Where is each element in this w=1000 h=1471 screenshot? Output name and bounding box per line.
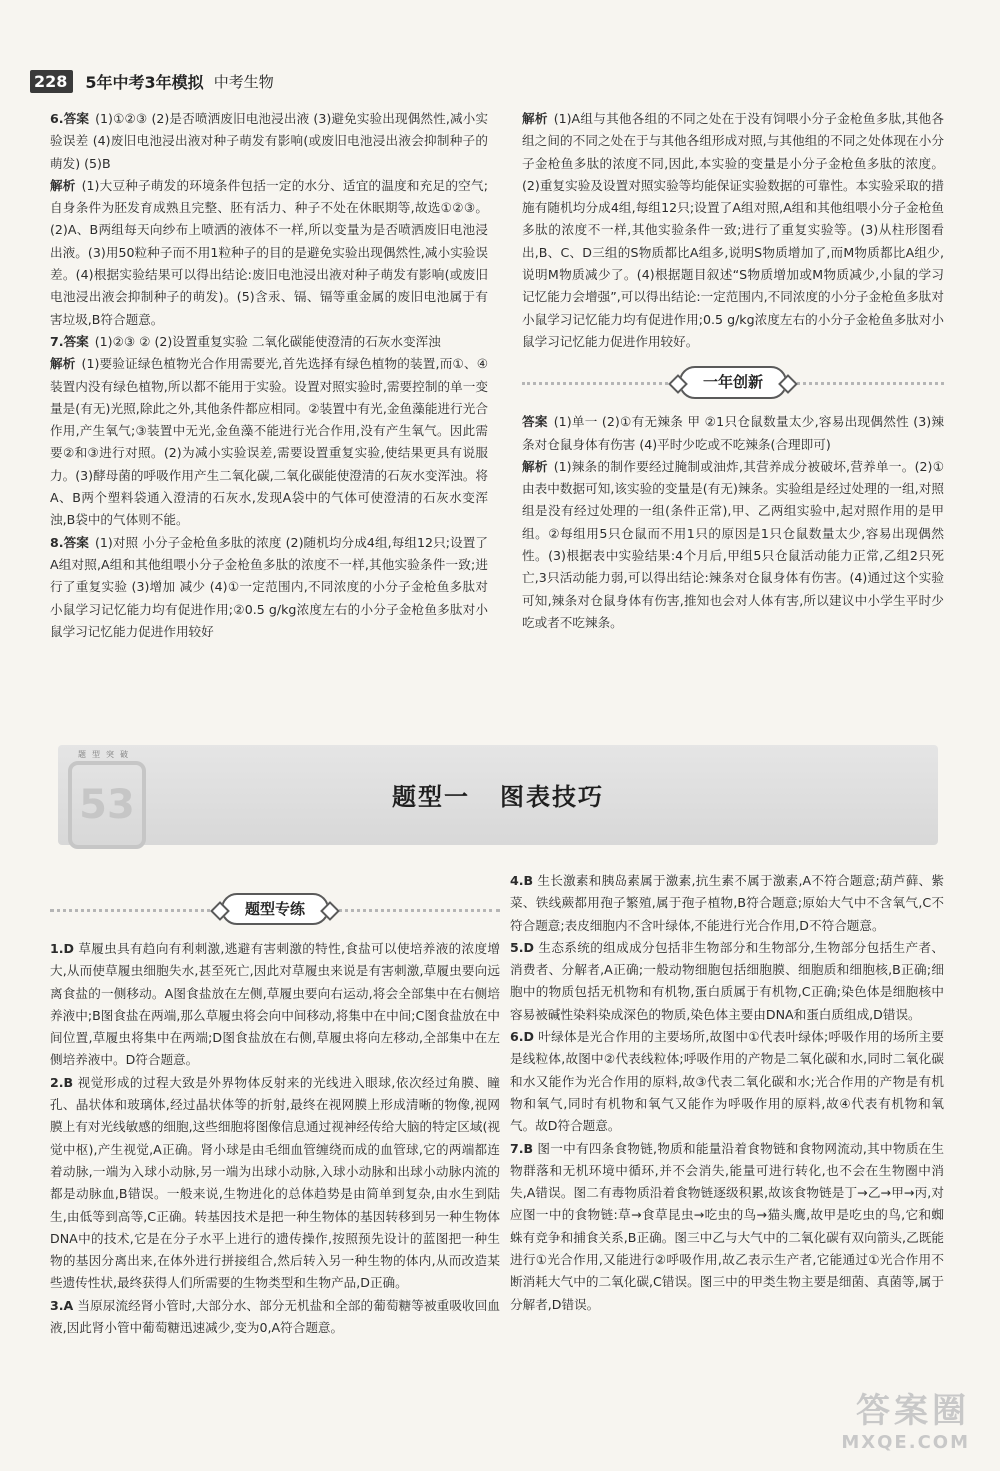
q8-number: 8. bbox=[50, 534, 64, 550]
innovation-ribbon bbox=[522, 363, 944, 403]
practice-q7 bbox=[510, 1138, 944, 1316]
watermark-logo: 答案圈 bbox=[856, 1391, 970, 1431]
q2-text: 视觉形成的过程大致是外界物体反射来的光线进入眼球,依次经过角膜、瞳孔、晶状体和玻璃体,经过晶状体等的折射,最终在视网膜上形成清晰的物像,视网膜上有对光线敏感的细胞,这些细胞将图像信息通过视神经传给大脑的特定区域(视觉中枢),产生视觉,A正确。肾小球是由毛细血管缠绕而成的血管球,它的两端都连着动脉,一端为入球小动脉,另一端为出球小动脉,入球小动脉和出球小动脉内流的都是动脉血,B错误。一般来说,生物进化的总体趋势是由简单到复杂,由水生到陆生,由低等到高等,C正确。转基因技术是把一种生物体的基因转移到另一种生物体DNA中的技术,它是在分子水平上进行的遗传操作,按照预先设计的蓝图把一种生物的基因分离出来,在体外进行拼接组合,然后转入另一种生物的体内,从而改造某些遗传性状,最终获得人们所需要的生物类型和生物产品,D正确。 bbox=[50, 1074, 500, 1291]
top-left-column bbox=[50, 108, 488, 643]
q8-answer-text: (1)对照 小分子金枪鱼多肽的浓度 (2)随机均分成4组,每组12只;设置了A组对照,A组和其他组喂小分子金枪鱼多肽的浓度不一样,其他实验条件一致;进行了重复实验 (3)增加 减少 (4)①一定范围内,不同浓度的小分子金枪鱼多肽对小鼠学习记忆能力均有促进作用;②0.5 g/kg浓度左右的小分子金枪鱼多肽对小鼠学习记忆能力促进作用较好 bbox=[50, 534, 489, 639]
bottom-right-column bbox=[510, 870, 944, 1316]
section-title bbox=[58, 777, 938, 812]
book-title: 5年中考3年模拟 bbox=[85, 72, 204, 92]
answer-label: 答案 bbox=[522, 414, 548, 430]
analysis-label: 解析 bbox=[50, 356, 76, 372]
analysis-label: 解析 bbox=[522, 111, 548, 126]
q6-answer-text: (1)①②③ (2)是否喷洒废旧电池浸出液 (3)避免实验出现偶然性,减小实验误差 (4)废旧电池浸出液对种子萌发有影响(或废旧电池浸出液会抑制种子的萌发) (5)B bbox=[50, 111, 488, 171]
innovation-heading: 一年创新 bbox=[679, 366, 787, 398]
practice-q2 bbox=[50, 1072, 500, 1295]
practice-q6 bbox=[510, 1026, 944, 1137]
q1-number: 1.D bbox=[50, 941, 75, 956]
section-title-part2: 图表技巧 bbox=[500, 783, 604, 811]
section-title-part1: 题型一 bbox=[392, 783, 470, 811]
q6-analysis bbox=[50, 175, 488, 331]
practice-ribbon bbox=[50, 890, 500, 930]
q7-text-b: 图一中有四条食物链,物质和能量沿着食物链和食物网流动,其中物质在生物群落和无机环境中循环,并不会消失,能量可进行转化,也不会在生物圈中消失,A错误。图二有毒物质沿着食物链逐级积累,故该食物链是丁→乙→甲→丙,对应图一中的食物链:草→食草昆虫→吃虫的鸟→猫头鹰,故甲是吃虫的鸟,它和蜘蛛有竞争和捕食关系,B正确。图三中乙与大气中的二氧化碳有双向箭头,乙既能进行①光合作用,又能进行②呼吸作用,故乙表示生产者,它能通过①光合作用不断消耗大气中的二氧化碳,C错误。图三中的甲类生物主要是细菌、真菌等,属于分解者,D错误。 bbox=[510, 1140, 944, 1312]
section-banner bbox=[58, 745, 938, 845]
practice-q3 bbox=[50, 1295, 500, 1340]
practice-q1 bbox=[50, 938, 500, 1072]
innovation-answer bbox=[522, 411, 944, 456]
q7-answer-text: (1)②③ ② (2)设置重复实验 二氧化碳能使澄清的石灰水变浑浊 bbox=[94, 333, 441, 349]
answer-label: 答案 bbox=[63, 111, 90, 126]
q4-number: 4.B bbox=[510, 873, 534, 888]
q7-answer bbox=[50, 331, 488, 353]
q5-text: 生态系统的组成成分包括非生物部分和生物部分,生物部分包括生产者、消费者、分解者,A正确;一般动物细胞包括细胞膜、细胞质和细胞核,B正确;细胞中的物质包括无机物和有机物,蛋白质属于有机物,C正确;染色体是细胞核中容易被碱性染料染成深色的物质,染色体主要由DNA和蛋白质组成,D错误。 bbox=[510, 939, 944, 1022]
q3-text: 当原尿流经肾小管时,大部分水、部分无机盐和全部的葡萄糖等被重吸收回血液,因此肾小管中葡萄糖迅速减少,变为0,A符合题意。 bbox=[50, 1297, 500, 1336]
q7-number: 7. bbox=[50, 333, 64, 349]
q6-answer bbox=[50, 108, 488, 175]
q5-number: 5.D bbox=[510, 939, 535, 955]
answer-label: 答案 bbox=[63, 534, 89, 550]
practice-q4 bbox=[510, 870, 944, 937]
page-header bbox=[30, 68, 274, 94]
q7-analysis-text: (1)要验证绿色植物光合作用需要光,首先选择有绿色植物的装置,而①、④装置内没有绿色植物,所以都不能用于实验。设置对照实验时,需要控制的单一变量是(有无)光照,除此之外,其他条件都应相同。②装置中有光,金鱼藻能进行光合作用,产生氧气;③装置中无光,金鱼藻不能进行光合作用,没有产生氧气。因此需要②和③进行对照。(2)为减小实验误差,需要设置重复实验,使结果更具有说服力。(3)酵母菌的呼吸作用产生二氧化碳,二氧化碳能使澄清的石灰水变浑浊。将A、B两个塑料袋通入澄清的石灰水,发现A袋中的气体可使澄清的石灰水变浑浊,B袋中的气体则不能。 bbox=[50, 356, 488, 528]
analysis-label: 解析 bbox=[522, 458, 548, 474]
q6-text-b: 叶绿体是光合作用的主要场所,故图中①代表叶绿体;呼吸作用的场所主要是线粒体,故图中②代表线粒体;呼吸作用的产物是二氧化碳和水,同时二氧化碳和水又能作为光合作用的原料,故③代表二氧化碳和水;光合作用的产物是有机物和氧气,同时有机物和氧气又能作为呼吸作用的原料,故④代表有机物和氧气。故D符合题意。 bbox=[510, 1029, 944, 1134]
watermark bbox=[841, 1383, 970, 1453]
page-number: 228 bbox=[30, 70, 73, 93]
top-right-column bbox=[522, 108, 944, 634]
q7-number-b: 7.B bbox=[510, 1140, 534, 1156]
innovation-analysis bbox=[522, 456, 944, 634]
q6-number-b: 6.D bbox=[510, 1029, 535, 1045]
banner-tag: 题型突破 bbox=[78, 750, 134, 759]
q3-number: 3.A bbox=[50, 1297, 74, 1313]
q1-text: 草履虫具有趋向有利刺激,逃避有害刺激的特性,食盐可以使培养液的浓度增大,从而使草履虫细胞失水,甚至死亡,因此对草履虫来说是有害刺激,草履虫要向远离食盐的一侧移动。A图食盐放在左侧,草履虫要向右运动,将会全部集中在右侧培养液中;B图食盐在两端,那么草履虫将会向中间移动,将集中在中间;C图食盐放在中间位置,草履虫将集中在两端;D图食盐放在右侧,草履虫将向左移动,全部集中在左侧培养液中。D符合题意。 bbox=[50, 941, 500, 1068]
q6-number: 6. bbox=[50, 111, 64, 126]
q6-analysis-text: (1)大豆种子萌发的环境条件包括一定的水分、适宜的温度和充足的空气;自身条件为胚发育成熟且完整、胚有活力、种子不处在休眠期等,故选①②③。(2)A、B两组每天向纱布上喷洒的液体不一样,所以变量为是否喷洒废旧电池浸出液。(3)用50粒种子而不用1粒种子的目的是避免实验出现偶然性,减小实验误差。(4)根据实验结果可以得出结论:废旧电池浸出液对种子萌发有影响(或废旧电池浸出液会抑制种子的萌发)。(5)含汞、镉、镉等重金属的废旧电池属于有害垃圾,B符合题意。 bbox=[50, 177, 488, 327]
watermark-url: MXQE.COM bbox=[841, 1432, 970, 1453]
q8-analysis-text: (1)A组与其他各组的不同之处在于没有饲喂小分子金枪鱼多肽,其他各组之间的不同之处在于与其他各组形成对照,与其他组的不同之处体现在小分子金枪鱼多肽的浓度不同,因此,本实验的变量是小分子金枪鱼多肽的浓度。(2)重复实验及设置对照实验等均能保证实验数据的可靠性。本实验采取的措施有随机均分成4组,每组12只;设置了A组对照,A组和其他组喂小分子金枪鱼多肽的浓度不一样,其他实验条件一致;进行了重复实验等。(3)从柱形图看出,B、C、D三组的S物质都比A组多,说明S物质增加了,而M物质都比A组少,说明M物质减少了。(4)根据题目叙述“S物质增加或M物质减少,小鼠的学习记忆能力会增强”,可以得出结论:一定范围内,不同浓度的小分子金枪鱼多肽对小鼠学习记忆能力均有促进作用;0.5 g/kg浓度左右的小分子金枪鱼多肽对小鼠学习记忆能力促进作用较好。 bbox=[522, 111, 944, 349]
subject-label: 中考生物 bbox=[213, 72, 274, 91]
q8-answer bbox=[50, 532, 488, 643]
q4-text: 生长激素和胰岛素属于激素,抗生素不属于激素,A不符合题意;葫芦藓、紫菜、铁线蕨都用孢子繁殖,属于孢子植物,B符合题意;原始大气中不含氧气,C不符合题意;表皮细胞内不含叶绿体,不能进行光合作用,D不符合题意。 bbox=[510, 873, 944, 933]
q7-analysis bbox=[50, 353, 488, 531]
practice-q5 bbox=[510, 937, 944, 1026]
banner-53-logo: 53 bbox=[68, 761, 146, 849]
practice-heading: 题型专练 bbox=[221, 893, 329, 925]
analysis-label: 解析 bbox=[50, 177, 76, 193]
bottom-left-column bbox=[50, 880, 500, 1339]
innovation-answer-text: (1)单一 (2)①有无辣条 甲 ②1只仓鼠数量太少,容易出现偶然性 (3)辣条对仓鼠身体有伤害 (4)平时少吃或不吃辣条(合理即可) bbox=[522, 414, 944, 452]
q8-analysis bbox=[522, 108, 944, 353]
innovation-analysis-text: (1)辣条的制作要经过腌制或油炸,其营养成分被破坏,营养单一。(2)①由表中数据可知,该实验的变量是(有无)辣条。实验组是经过处理的一组,对照组是没有经过处理的一组(条件正常),甲、乙两组实验中,起对照作用的是甲组。②每组用5只仓鼠而不用1只的原因是1只仓鼠数量太少,容易出现偶然性。(3)根据表中实验结果:4个月后,甲组5只仓鼠活动能力正常,乙组2只死亡,3只活动能力弱,可以得出结论:辣条对仓鼠身体有伤害。(4)通过这个实验可知,辣条对仓鼠身体有伤害,推知也会对人体有害,所以建议中小学生平时少吃或者不吃辣条。 bbox=[522, 458, 944, 630]
answer-label: 答案 bbox=[63, 333, 89, 349]
q2-number: 2.B bbox=[50, 1074, 74, 1090]
